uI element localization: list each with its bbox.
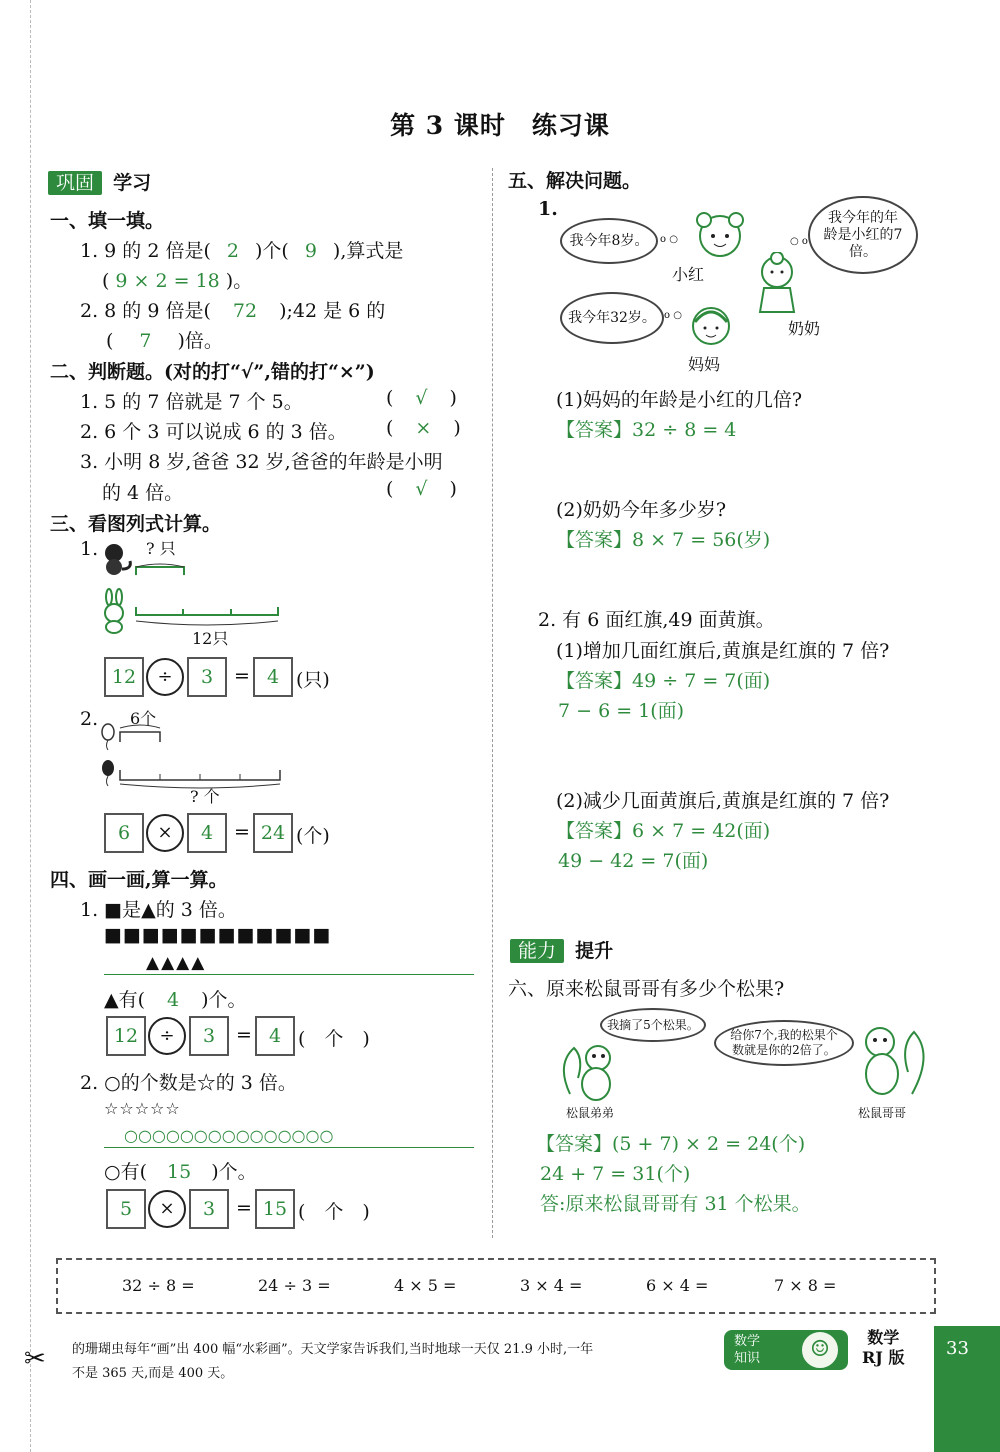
answer: 32 ÷ 8 = 4	[632, 419, 737, 441]
s5-q1-sub2-answer	[556, 525, 770, 552]
s3-q1-bottom-label: 12只	[192, 629, 229, 648]
s5-q2-sub1-answer	[556, 666, 770, 693]
balloon-black-icon	[102, 760, 114, 786]
equals-sign: =	[236, 1197, 252, 1219]
balloon-white-icon	[102, 724, 114, 750]
answer: 8 × 7 = 56(岁)	[632, 529, 771, 551]
answer: (5 + 7) × 2 = 24(个)	[612, 1133, 806, 1155]
s5-q1-sub1: (1)妈妈的年龄是小红的几倍?	[556, 389, 803, 411]
bubble-squirrel-gege: 给你7个,我的松果个数就是你的2倍了。	[714, 1020, 854, 1066]
answer: ×	[415, 417, 432, 439]
s4-q2-box-2: 3	[189, 1189, 229, 1229]
squirrel-gege-icon	[852, 1016, 932, 1106]
s5-heading: 五、解决问题。	[508, 170, 642, 192]
answer-tag: 【答案】	[536, 1133, 613, 1155]
answer: 7	[139, 330, 152, 352]
book-subject: 数学	[867, 1328, 900, 1347]
s2-q3-line1: 3. 小明 8 岁,爸爸 32 岁,爸爸的年龄是小明	[80, 451, 443, 473]
s4-q1-text: 1. ■是▲的 3 倍。	[80, 899, 237, 921]
section-tag-consolidate	[48, 168, 151, 195]
oral-item-2: 24 ÷ 3 =	[258, 1276, 331, 1295]
s5-q2-text: 2. 有 6 面红旗,49 面黄旗。	[538, 609, 775, 631]
s6-answer2: 24 + 7 = 31(个)	[540, 1163, 691, 1185]
s3-q2-top-label: 6个	[130, 709, 157, 728]
s1-q1-line2	[102, 266, 252, 293]
s5-q2-sub1: (1)增加几面红旗后,黄旗是红旗的 7 倍?	[556, 640, 890, 662]
s3-heading: 三、看图列式计算。	[50, 513, 222, 535]
s3-q1-box-3: 4	[253, 657, 293, 697]
label-mama: 妈妈	[688, 355, 721, 374]
footer-line1: 的珊瑚虫每年“画”出 400 幅“水彩画”。天文学家告诉我们,当时地球一天仅 21.9 小时,一年	[72, 1342, 594, 1357]
s3-q2-unit: (个)	[296, 825, 330, 847]
text: ○有(	[104, 1161, 147, 1183]
s3-q1-box-2: 3	[187, 657, 227, 697]
text: )个(	[254, 240, 289, 262]
rabbit-icon	[105, 589, 123, 633]
answer-tag: 【答案】	[556, 419, 633, 441]
answer: 9 × 2 = 18	[115, 270, 220, 292]
answer: 15	[167, 1161, 192, 1183]
label-squirrel-gege: 松鼠哥哥	[858, 1106, 907, 1120]
bubble-squirrel-didi: 我摘了5个松果。	[600, 1008, 706, 1042]
s4-q2-has	[104, 1157, 257, 1184]
s3-q1-box-1: 12	[104, 657, 144, 697]
s4-q1-box-3: 4	[255, 1016, 295, 1056]
left-margin-line	[30, 0, 31, 1452]
bubble-nainai: 我今年的年龄是小红的7倍。	[808, 196, 918, 274]
tag-suffix: 提升	[575, 940, 614, 962]
oral-item-4: 3 × 4 =	[520, 1276, 583, 1295]
s4-q1-box-2: 3	[189, 1016, 229, 1056]
badge-text	[734, 1333, 760, 1367]
s6-answer1	[536, 1129, 805, 1156]
s6-heading: 六、原来松鼠哥哥有多少个松果?	[508, 978, 785, 1000]
answer-tag: 【答案】	[556, 670, 633, 692]
answer: 72	[232, 300, 258, 322]
s4-heading: 四、画一画,算一算。	[50, 869, 228, 891]
grandma-icon	[752, 252, 802, 326]
s3-q1-top-label: ? 只	[146, 539, 176, 558]
s4-q1-box-1: 12	[106, 1016, 146, 1056]
answer: 9	[304, 240, 317, 262]
answer-tag: 【答案】	[556, 529, 633, 551]
oral-item-5: 6 × 4 =	[646, 1276, 709, 1295]
girl-xiaohong-icon	[690, 208, 750, 264]
s4-q1-squares: ■■■■■■■■■■■■	[104, 924, 332, 946]
text: 2. 8 的 9 倍是(	[80, 300, 211, 322]
s1-q2-line1	[80, 296, 385, 323]
s4-q1-has	[104, 985, 247, 1012]
answer: 49 ÷ 7 = 7(面)	[632, 670, 771, 692]
tag-label: 巩固	[48, 171, 102, 195]
answer: √	[415, 387, 428, 409]
s2-heading: 二、判断题。(对的打“√”,错的打“×”)	[50, 361, 375, 383]
answer: 2	[226, 240, 239, 262]
s6-answer3: 答:原来松鼠哥哥有 31 个松果。	[540, 1193, 811, 1215]
s2-q1-answer: ( √ )	[386, 387, 457, 409]
mother-icon	[688, 302, 734, 354]
text: )。	[225, 270, 253, 292]
s4-q2-underline	[104, 1147, 474, 1148]
label-squirrel-didi: 松鼠弟弟	[566, 1106, 615, 1120]
s5-q2-sub2-answer	[556, 816, 770, 843]
text: (	[102, 270, 110, 292]
s5-q2-sub1-answer2: 7 − 6 = 1(面)	[558, 700, 685, 722]
page-title: 第 3 课时 练习课	[390, 111, 610, 140]
s4-q2-box-1: 5	[106, 1189, 146, 1229]
s5-q1-number: 1.	[538, 198, 558, 220]
s3-q1-operator: ÷	[146, 658, 184, 696]
label-xiaohong: 小红	[672, 265, 705, 284]
s3-q2-operator: ×	[146, 814, 184, 852]
scissors-icon: ✂	[24, 1344, 46, 1374]
s3-q1-unit: (只)	[296, 669, 330, 691]
text: )个。	[211, 1161, 257, 1183]
s3-q2-box-1: 6	[104, 813, 144, 853]
thought-dots: o ○	[664, 310, 682, 321]
book-version: RJ 版	[862, 1348, 905, 1367]
equals-sign: =	[234, 665, 250, 687]
s5-q2-sub2: (2)减少几面黄旗后,黄旗是红旗的 7 倍?	[556, 790, 890, 812]
bubble-xiaohong: 我今年8岁。	[560, 218, 658, 264]
tag-label: 能力	[510, 939, 564, 963]
s4-q2-circles: ○○○○○○○○○○○○○○○	[124, 1126, 334, 1145]
text: )倍。	[177, 330, 223, 352]
s2-q1: 1. 5 的 7 倍就是 7 个 5。	[80, 391, 303, 413]
s3-q2-box-2: 4	[187, 813, 227, 853]
text: ),算式是	[332, 240, 404, 262]
thought-dots: o ○	[660, 234, 678, 245]
s4-q2-box-3: 15	[255, 1189, 295, 1229]
equals-sign: =	[236, 1024, 252, 1046]
badge-line1: 数学	[734, 1334, 761, 1349]
s3-q2-box-3: 24	[253, 813, 293, 853]
label-nainai: 奶奶	[788, 319, 821, 338]
text: );42 是 6 的	[279, 300, 386, 322]
answer-tag: 【答案】	[556, 820, 633, 842]
s1-q1-line1	[80, 236, 403, 263]
s1-heading: 一、填一填。	[50, 210, 165, 232]
s4-q2-stars: ☆☆☆☆☆	[104, 1099, 181, 1118]
book-edition	[862, 1328, 904, 1368]
s4-q1-triangles: ▲▲▲▲	[146, 953, 207, 973]
smiley-icon: ☺	[800, 1330, 840, 1370]
s3-q1-number: 1.	[80, 538, 99, 560]
answer: 4	[167, 989, 180, 1011]
equals-sign: =	[234, 821, 250, 843]
s1-q2-line2	[106, 326, 223, 353]
s4-q2-text: 2. ○的个数是☆的 3 倍。	[80, 1072, 297, 1094]
answer: 6 × 7 = 42(面)	[632, 820, 771, 842]
text: (	[106, 330, 114, 352]
s3-q2-number: 2.	[80, 708, 99, 730]
s2-q3-line2: 的 4 倍。	[102, 482, 184, 504]
tag-suffix: 学习	[113, 172, 152, 194]
oral-item-6: 7 × 8 =	[774, 1276, 837, 1295]
monkey-icon	[105, 544, 130, 575]
section-tag-ability	[510, 936, 613, 963]
page-number: 33	[946, 1338, 969, 1359]
text: )个。	[201, 989, 247, 1011]
column-divider	[492, 168, 493, 1238]
s3-q2-bottom-label: ? 个	[190, 787, 220, 806]
text: ▲有(	[104, 989, 146, 1011]
s5-q2-sub2-answer2: 49 − 42 = 7(面)	[558, 850, 709, 872]
text: 1. 9 的 2 倍是(	[80, 240, 211, 262]
s4-q2-unit: ( 个 )	[298, 1201, 370, 1223]
s2-q3-answer: ( √ )	[386, 478, 457, 500]
s5-q1-sub1-answer	[556, 415, 736, 442]
answer: √	[415, 478, 428, 500]
s4-q2-operator: ×	[148, 1190, 186, 1228]
oral-item-3: 4 × 5 =	[394, 1276, 457, 1295]
thought-dots: ○ o	[790, 236, 808, 247]
s5-q1-sub2: (2)奶奶今年多少岁?	[556, 499, 727, 521]
s4-q1-underline	[104, 974, 474, 975]
oral-item-1: 32 ÷ 8 =	[122, 1276, 195, 1295]
s4-q1-operator: ÷	[148, 1017, 186, 1055]
squirrel-didi-icon	[556, 1034, 626, 1108]
footer-line2: 不是 365 天,而是 400 天。	[72, 1366, 234, 1381]
bubble-mama: 我今年32岁。	[560, 292, 664, 344]
badge-line2: 知识	[734, 1351, 761, 1366]
s4-q1-unit: ( 个 )	[298, 1028, 370, 1050]
s2-q2: 2. 6 个 3 可以说成 6 的 3 倍。	[80, 421, 347, 443]
s2-q2-answer: ( × )	[386, 417, 461, 439]
